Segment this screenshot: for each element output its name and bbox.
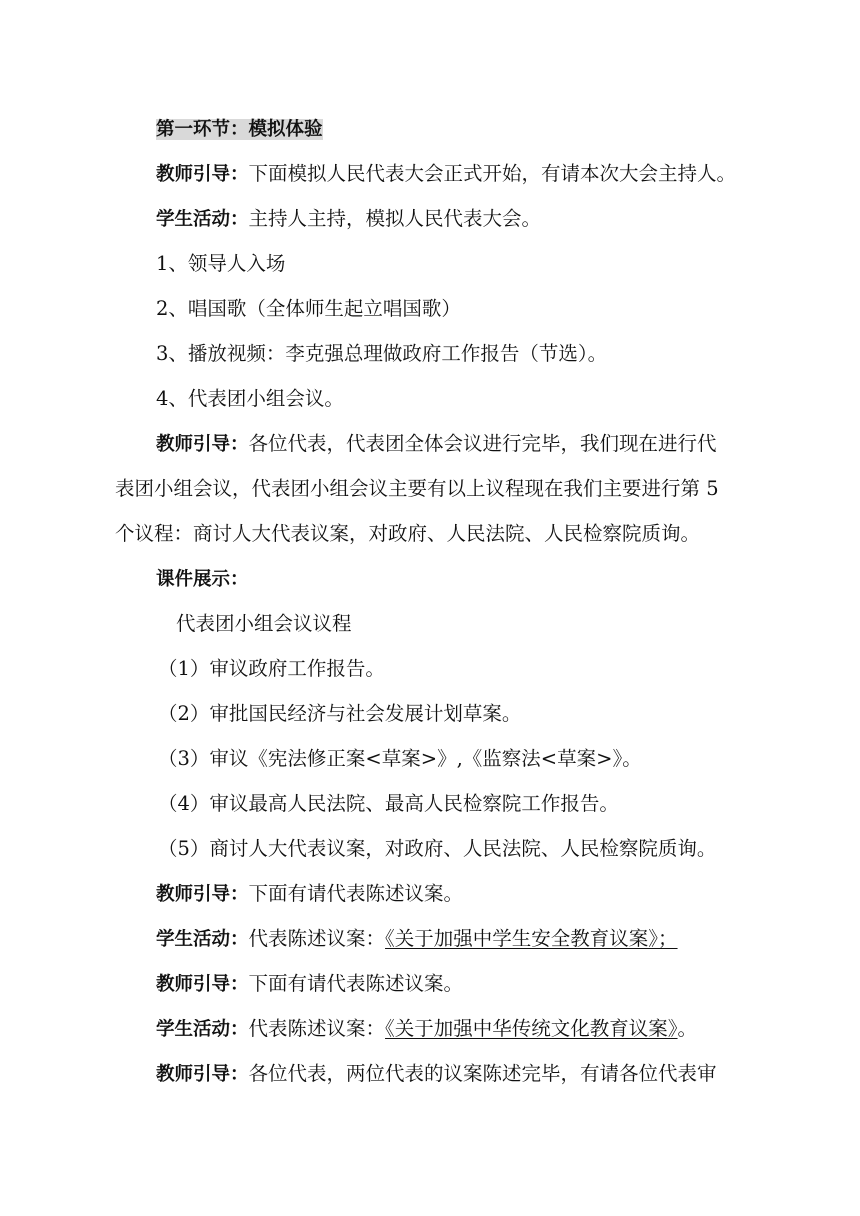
section-heading	[0, 116, 860, 143]
agenda-item-text: （4）审议最高人民法院、最高人民检察院工作报告。	[158, 792, 619, 815]
paragraph-continuation	[0, 521, 860, 547]
agenda-item-4	[0, 791, 860, 817]
paragraph-teacher-guide-4	[0, 971, 860, 998]
paragraph-student-activity-3	[0, 1016, 860, 1043]
courseware-label	[0, 566, 860, 593]
paragraph-text: 各位代表，两位代表的议案陈述完毕，有请各位代表审	[248, 1062, 717, 1085]
list-item-4	[0, 386, 860, 412]
section-heading-text: 第一环节：模拟体验	[156, 119, 323, 140]
agenda-item-text: （1）审议政府工作报告。	[158, 657, 385, 680]
paragraph-text: 主持人主持，模拟人民代表大会。	[248, 207, 542, 230]
paragraph-continuation	[0, 476, 860, 502]
paragraph-text: 个议程：商讨人大代表议案，对政府、人民法院、人民检察院质询。	[115, 522, 701, 545]
paragraph-teacher-guide-2	[0, 431, 860, 458]
speaker-label: 课件展示：	[156, 569, 249, 590]
list-item-2	[0, 296, 860, 322]
speaker-label: 教师引导：	[156, 434, 249, 455]
paragraph-teacher-guide-1	[0, 161, 860, 188]
paragraph-student-activity-2	[0, 926, 860, 953]
list-item-1	[0, 251, 860, 277]
list-item-3	[0, 341, 860, 367]
paragraph-text: 代表陈述议案：	[248, 1017, 386, 1040]
paragraph-tail: 。	[677, 1017, 698, 1040]
speaker-label: 学生活动：	[156, 929, 249, 950]
speaker-label: 教师引导：	[156, 164, 249, 185]
paragraph-text: 下面有请代表陈述议案。	[248, 972, 464, 995]
paragraph-student-activity-1	[0, 206, 860, 233]
proposal-title: 《关于加强中学生安全教育议案》；	[385, 927, 678, 950]
speaker-label: 教师引导：	[156, 974, 249, 995]
speaker-label: 学生活动：	[156, 1019, 249, 1040]
agenda-item-text: （5）商讨人大代表议案，对政府、人民法院、人民检察院质询。	[158, 837, 717, 860]
speaker-label: 学生活动：	[156, 209, 249, 230]
paragraph-text: 代表陈述议案：	[248, 927, 386, 950]
agenda-title-text: 代表团小组会议议程	[176, 612, 352, 635]
proposal-title: 《关于加强中华传统文化教育议案》	[385, 1017, 678, 1040]
paragraph-teacher-guide-3	[0, 881, 860, 908]
agenda-item-1	[0, 656, 860, 682]
list-item-text: 3、播放视频：李克强总理做政府工作报告（节选）。	[156, 342, 608, 365]
agenda-item-text: （3）审议《宪法修正案<草案>》,《监察法<草案>》。	[158, 747, 642, 770]
speaker-label: 教师引导：	[156, 884, 249, 905]
paragraph-teacher-guide-5	[0, 1061, 860, 1088]
list-item-text: 1、领导人入场	[156, 252, 286, 275]
agenda-item-3	[0, 746, 860, 772]
paragraph-text: 各位代表，代表团全体会议进行完毕，我们现在进行代	[248, 432, 717, 455]
list-item-text: 4、代表团小组会议。	[156, 387, 344, 410]
paragraph-text: 下面模拟人民代表大会正式开始，有请本次大会主持人。	[248, 162, 737, 185]
agenda-title	[0, 611, 860, 637]
list-item-text: 2、唱国歌（全体师生起立唱国歌）	[156, 297, 461, 320]
agenda-item-text: （2）审批国民经济与社会发展计划草案。	[158, 702, 522, 725]
agenda-item-2	[0, 701, 860, 727]
agenda-item-5	[0, 836, 860, 862]
paragraph-text: 表团小组会议，代表团小组会议主要有以上议程现在我们主要进行第 5	[115, 477, 719, 500]
paragraph-text: 下面有请代表陈述议案。	[248, 882, 464, 905]
speaker-label: 教师引导：	[156, 1064, 249, 1085]
